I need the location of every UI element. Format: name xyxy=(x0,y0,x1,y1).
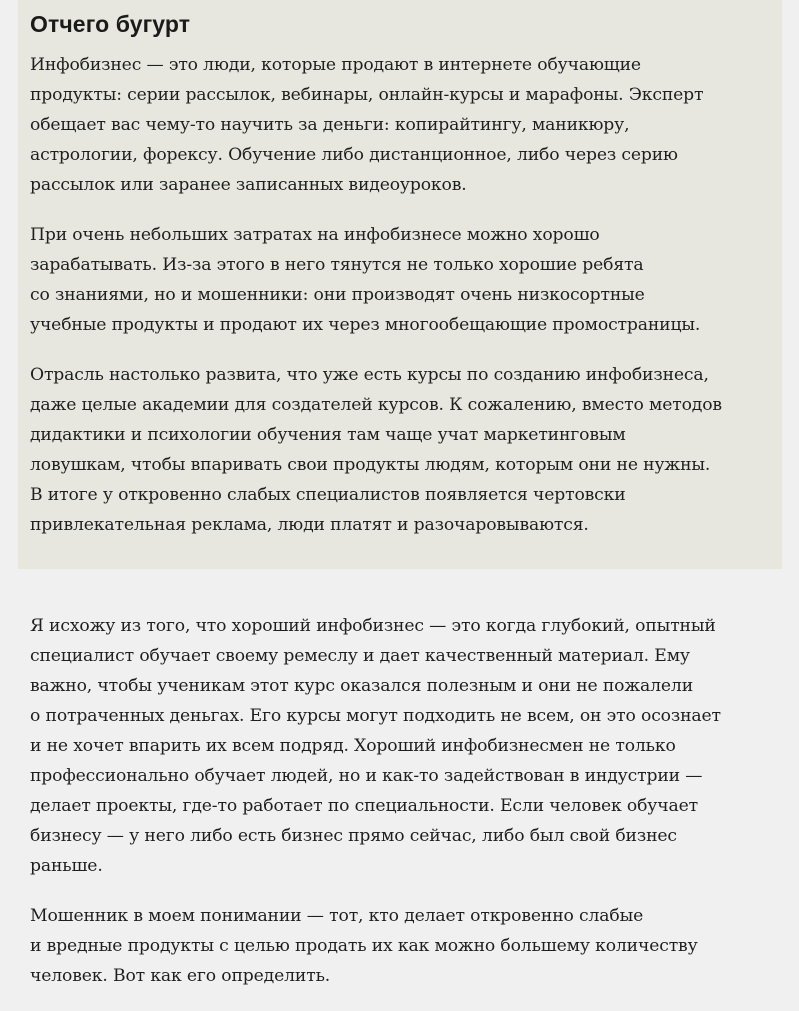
text-line: Мошенник в моем понимании — тот, кто делает откровенно слабые xyxy=(30,906,644,926)
text-line: обещает вас чему-то научить за деньги: копирайтингу, маникюру, xyxy=(30,115,630,135)
text-line: дидактики и психологии обучения там чаще учат маркетинговым xyxy=(30,425,626,445)
text-line: привлекательная реклама, люди платят и разочаровываются. xyxy=(30,515,589,535)
sidebar-paragraph-2 xyxy=(30,220,770,340)
text-line: астрологии, форексу. Обучение либо дистанционное, либо через серию xyxy=(30,145,678,165)
text-line: ловушкам, чтобы впаривать свои продукты людям, которым они не нужны. xyxy=(30,455,711,475)
text-line: рассылок или заранее записанных видеоуроков. xyxy=(30,175,467,195)
text-line: бизнесу — у него либо есть бизнес прямо сейчас, либо был свой бизнес xyxy=(30,826,677,846)
text-line: При очень небольших затратах на инфобизнесе можно хорошо xyxy=(30,225,600,245)
article-paragraph-2 xyxy=(30,901,770,991)
text-line: важно, чтобы ученикам этот курс оказался полезным и они не пожалели xyxy=(30,676,694,696)
text-line: делает проекты, где-то работает по специальности. Если человек обучает xyxy=(30,796,698,816)
sidebar-title: Отчего бугурт xyxy=(30,11,191,37)
text-line: учебные продукты и продают их через многообещающие промостраницы. xyxy=(30,315,701,335)
text-line: специалист обучает своему ремеслу и дает качественный материал. Ему xyxy=(30,646,690,666)
text-line: продукты: серии рассылок, вебинары, онлайн-курсы и марафоны. Эксперт xyxy=(30,85,704,105)
article-body xyxy=(30,611,770,1011)
text-line: даже целые академии для создателей курсов. К сожалению, вместо методов xyxy=(30,395,722,415)
info-sidebar xyxy=(18,0,782,569)
text-line: о потраченных деньгах. Его курсы могут подходить не всем, он это осознает xyxy=(30,706,721,726)
text-line: В итоге у откровенно слабых специалистов появляется чертовски xyxy=(30,485,626,505)
text-line: человек. Вот как его определить. xyxy=(30,966,331,986)
text-line: и не хочет впарить их всем подряд. Хороший инфобизнесмен не только xyxy=(30,736,676,756)
text-line: со знаниями, но и мошенники: они производят очень низкосортные xyxy=(30,285,645,305)
sidebar-paragraph-1 xyxy=(30,50,770,200)
text-line: профессионально обучает людей, но и как-то задействован в индустрии — xyxy=(30,766,703,786)
text-line: Отрасль настолько развита, что уже есть курсы по созданию инфобизнеса, xyxy=(30,365,709,385)
text-line: зарабатывать. Из-за этого в него тянутся не только хорошие ребята xyxy=(30,255,644,275)
article-paragraph-1 xyxy=(30,611,770,881)
sidebar-paragraph-3 xyxy=(30,360,770,540)
text-line: и вредные продукты с целью продать их как можно большему количеству xyxy=(30,936,698,956)
text-line: Инфобизнес — это люди, которые продают в интернете обучающие xyxy=(30,55,641,75)
text-line: Я исхожу из того, что хороший инфобизнес — это когда глубокий, опытный xyxy=(30,616,716,636)
text-line: раньше. xyxy=(30,856,103,876)
